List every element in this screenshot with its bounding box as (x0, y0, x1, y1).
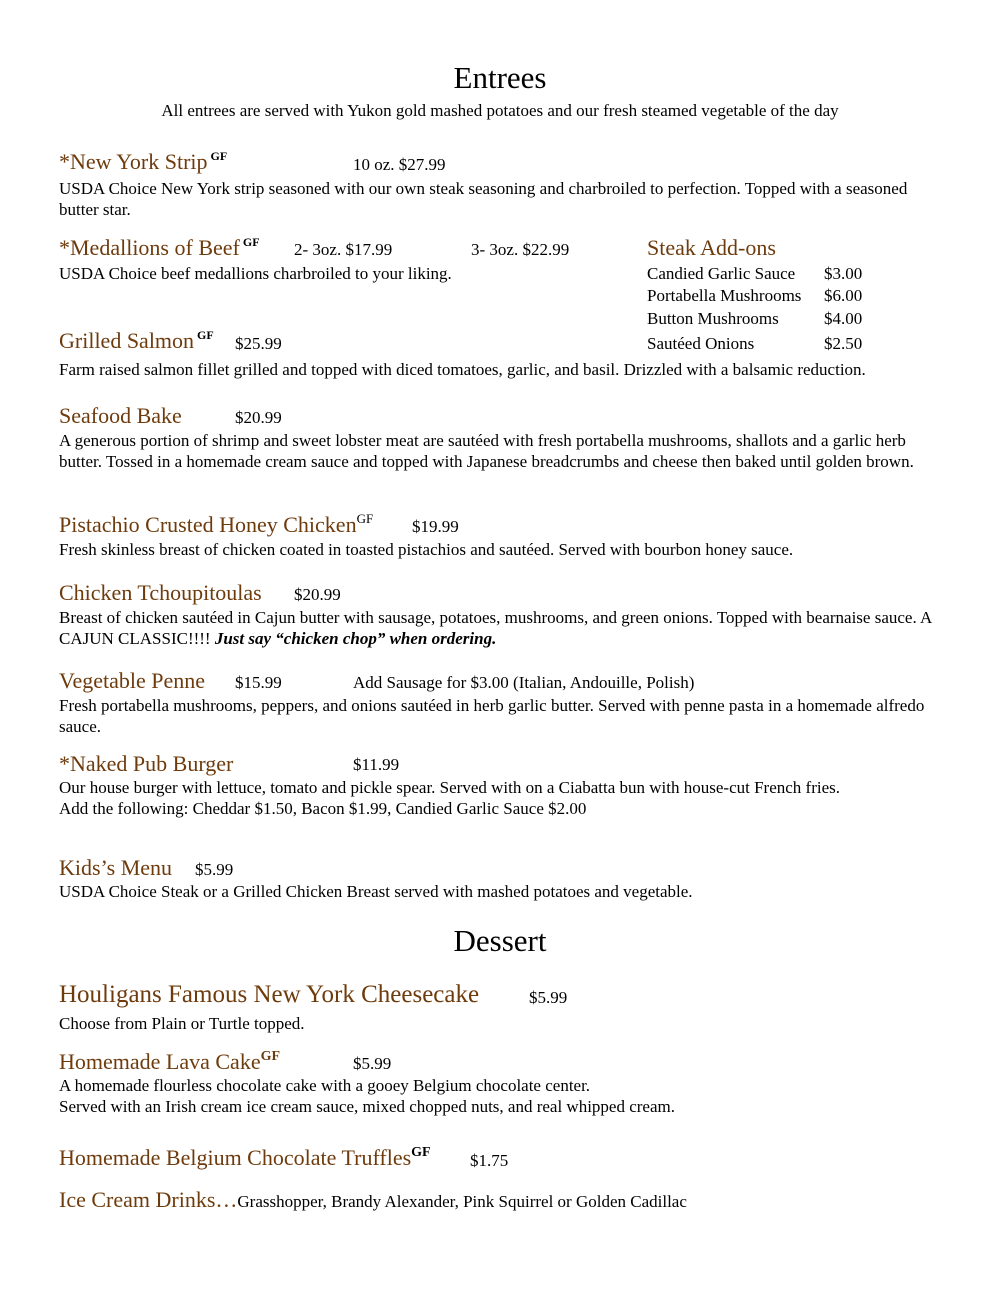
grilled-salmon-name: Grilled Salmon (59, 328, 195, 353)
ice-cream-drinks-title: Ice Cream Drinks… (59, 1187, 238, 1212)
gluten-free-badge: GF (210, 149, 228, 163)
medallions-price-small: 2- 3oz. $17.99 (294, 240, 393, 259)
grilled-salmon-title (59, 328, 214, 354)
seafood-bake-description: A generous portion of shrimp and sweet lobster meat are sautéed with fresh portabella mushrooms, shallots and a garlic herb butter. Tossed in a homemade cream sauce and topped with Japanese breadcrumbs and cheese then baked until golden brown. (59, 431, 914, 471)
tchoupitoulas-title: Chicken Tchoupitoulas (59, 580, 262, 605)
lava-cake-description: A homemade flourless chocolate cake with a gooey Belgium chocolate center. (59, 1076, 591, 1095)
cheesecake-title: Houligans Famous New York Cheesecake (59, 981, 480, 1008)
kids-menu-price: $5.99 (195, 860, 234, 879)
tchoupitoulas-description (59, 607, 939, 649)
gluten-free-badge: GF (242, 235, 260, 249)
tchoupitoulas-ordering-note: Just say “chicken chop” when ordering. (214, 629, 497, 648)
ice-cream-drinks (59, 1187, 687, 1213)
grilled-salmon-description: Farm raised salmon fillet grilled and topped with diced tomatoes, garlic, and basil. Drizzled with a balsamic reduction. (59, 360, 866, 379)
entrees-heading: Entrees (453, 60, 547, 95)
kids-menu-description: USDA Choice Steak or a Grilled Chicken Breast served with mashed potatoes and vegetable. (59, 882, 693, 901)
cheesecake-price: $5.99 (529, 988, 568, 1007)
entrees-subheading: All entrees are served with Yukon gold mashed potatoes and our fresh steamed vegetable of the day (161, 101, 839, 120)
dessert-heading: Dessert (453, 923, 547, 958)
pub-burger-title: *Naked Pub Burger (59, 751, 234, 776)
lava-cake-price: $5.99 (353, 1054, 392, 1073)
steak-addon-price: $6.00 (824, 286, 863, 305)
ice-cream-drinks-list: Grasshopper, Brandy Alexander, Pink Squirrel or Golden Cadillac (237, 1192, 687, 1211)
seafood-bake-title: Seafood Bake (59, 403, 182, 428)
pistachio-chicken-description: Fresh skinless breast of chicken coated in toasted pistachios and sautéed. Served with bourbon honey sauce. (59, 540, 794, 559)
new-york-strip-description: USDA Choice New York strip seasoned with our own steak seasoning and charbroiled to perfection. Topped with a seasoned butter star. (59, 179, 908, 219)
new-york-strip-price: 10 oz. $27.99 (353, 155, 446, 174)
pistachio-chicken-title (59, 512, 373, 538)
pistachio-chicken-price: $19.99 (412, 517, 459, 536)
medallions-title (59, 235, 260, 261)
vegetable-penne-title: Vegetable Penne (59, 668, 205, 693)
grilled-salmon-price: $25.99 (235, 334, 282, 353)
vegetable-penne-price: $15.99 (235, 673, 282, 692)
steak-addon-price: $3.00 (824, 264, 863, 283)
medallions-price-large: 3- 3oz. $22.99 (471, 240, 570, 259)
pub-burger-description: Our house burger with lettuce, tomato and pickle spear. Served with on a Ciabatta bun with house-cut French fries. (59, 778, 841, 797)
pub-burger-addons: Add the following: Cheddar $1.50, Bacon $1.99, Candied Garlic Sauce $2.00 (59, 799, 587, 818)
truffles-name: Homemade Belgium Chocolate Truffles (59, 1145, 412, 1170)
medallions-name: *Medallions of Beef (59, 235, 240, 260)
steak-addon-name: Portabella Mushrooms (647, 286, 802, 305)
steak-addons-title: Steak Add-ons (647, 235, 776, 260)
steak-addon-name: Candied Garlic Sauce (647, 264, 796, 283)
cheesecake-description: Choose from Plain or Turtle topped. (59, 1014, 305, 1033)
lava-cake-serving: Served with an Irish cream ice cream sauce, mixed chopped nuts, and real whipped cream. (59, 1097, 676, 1116)
seafood-bake-price: $20.99 (235, 408, 282, 427)
pub-burger-price: $11.99 (353, 755, 400, 774)
truffles-price: $1.75 (470, 1151, 509, 1170)
lava-cake-name: Homemade Lava Cake (59, 1049, 261, 1074)
new-york-strip-title (59, 149, 227, 175)
gluten-free-badge: GF (356, 511, 374, 526)
steak-addon-price: $2.50 (824, 334, 863, 353)
gluten-free-badge: GF (411, 1145, 431, 1160)
tchoupitoulas-price: $20.99 (294, 585, 341, 604)
new-york-strip-name: *New York Strip (59, 149, 208, 174)
medallions-description: USDA Choice beef medallions charbroiled to your liking. (59, 264, 452, 283)
truffles-title (59, 1145, 431, 1171)
vegetable-penne-addon: Add Sausage for $3.00 (Italian, Andouille, Polish) (353, 673, 695, 692)
lava-cake-title (59, 1049, 280, 1075)
steak-addon-price: $4.00 (824, 309, 863, 328)
tchoupitoulas-description-text: Breast of chicken sautéed in Cajun butter with sausage, potatoes, mushrooms, and green onions. Topped with bearnaise sauce. A CAJUN CLASSIC!!!! (59, 608, 932, 648)
vegetable-penne-description: Fresh portabella mushrooms, peppers, and onions sautéed in herb garlic butter. Served with penne pasta in a homemade alfredo sauce. (59, 696, 925, 736)
steak-addon-name: Sautéed Onions (647, 334, 755, 353)
gluten-free-badge: GF (197, 328, 214, 342)
pistachio-chicken-name: Pistachio Crusted Honey Chicken (59, 512, 357, 537)
steak-addon-name: Button Mushrooms (647, 309, 779, 328)
gluten-free-badge: GF (260, 1049, 281, 1064)
kids-menu-title: Kids’s Menu (59, 855, 173, 880)
